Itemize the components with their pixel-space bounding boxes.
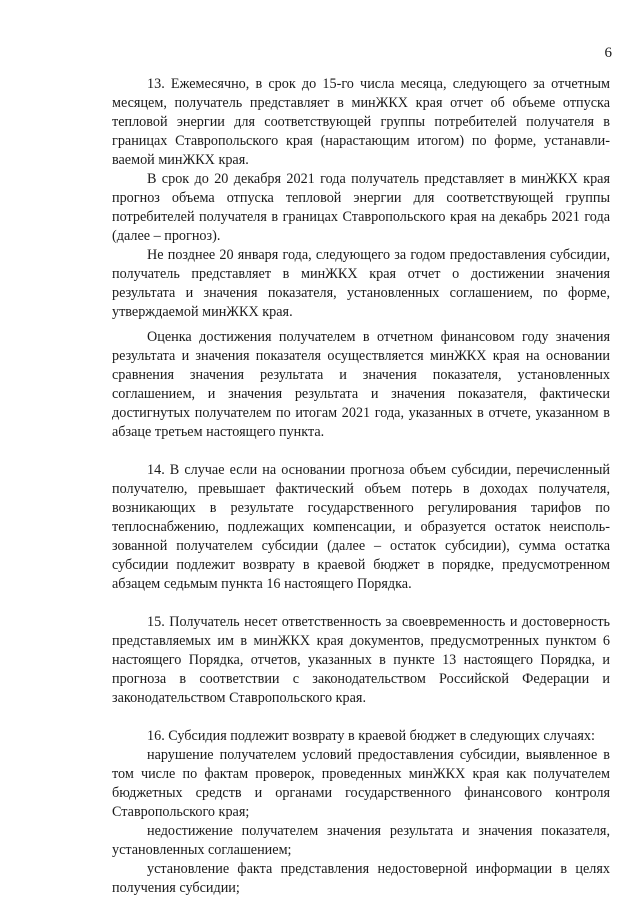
page-number: 6 [604,45,612,61]
paragraph-13-report: 13. Ежемесячно, в срок до 15-го числа месяца, следующего за отчетным месяцем, получатель представляет в минЖКХ края отчет об объеме отпуска тепловой энергии для соответствующей группы потребителей получателя в границах Ставропольского края (нарастающим итогом) по форме, устанавливаемой минЖКХ края. [112,76,610,168]
paragraph-13-forecast: В срок до 20 декабря 2021 года получатель представляет в минЖКХ края прогноз объема отпуска тепловой энергии для соответствующей группы потребителей получателя в границах Ставропольского края на декабрь 2021 года (далее – прогноз). [112,171,610,244]
paragraph-16-false-info: установление факта представления недостоверной информации в целях получения субсидии; [112,861,610,896]
paragraph-14-subsidy-remainder: 14. В случае если на основании прогноза объем субсидии, перечисленный получателю, превышает фактический объем потерь в доходах получателя, возникающих в результате государственного регулирования тарифов по теплоснабжению, подлежащих компенсации, и образуется остаток неиспользованной получателем субсидии (далее – остаток субсидии), сумма остатка субсидии подлежит возврату в краевой бюджет в порядке, предусмотренном абзацем седьмым пункта 16 настоящего Порядка. [112,462,610,592]
paragraph-16-non-achievement: недостижение получателем значения результата и значения показателя, установленных соглашением; [112,823,610,858]
paragraph-13-achievement-report: Не позднее 20 января года, следующего за годом предоставления субсидии, получатель представляет в минЖКХ края отчет о достижении значения результата и значения показателя, установленных соглашением, по форме, утверждаемой минЖКХ края. [112,247,610,320]
paragraph-15-responsibility: 15. Получатель несет ответственность за своевременность и достоверность представляемых им в минЖКХ края документов, предусмотренных пунктом 6 настоящего Порядка, отчетов, указанных в пункте 13 настоящего Порядка, и прогноза в соответствии с законодательством Российской Федерации и законодательством Ставропольского края. [112,614,610,706]
paragraph-16-return-cases: 16. Субсидия подлежит возврату в краевой бюджет в следующих случаях: [147,728,595,744]
paragraph-16-violation: нарушение получателем условий предоставления субсидии, выявленное в том числе по фактам проверок, проведенных минЖКХ края как получателем бюджетных средств и органами государственного финансового контроля Ставропольского края; [112,747,610,820]
document-body [112,75,610,898]
paragraph-13-evaluation: Оценка достижения получателем в отчетном финансовом году значения результата и значения показателя осуществляется минЖКХ края на основании сравнения значения результата и значения показателя, установленных соглашением, и значения результата и значения показателя, фактически достигнутых получателем по итогам 2021 года, указанных в отчете, указанном в абзаце третьем настоящего пункта. [112,329,610,440]
